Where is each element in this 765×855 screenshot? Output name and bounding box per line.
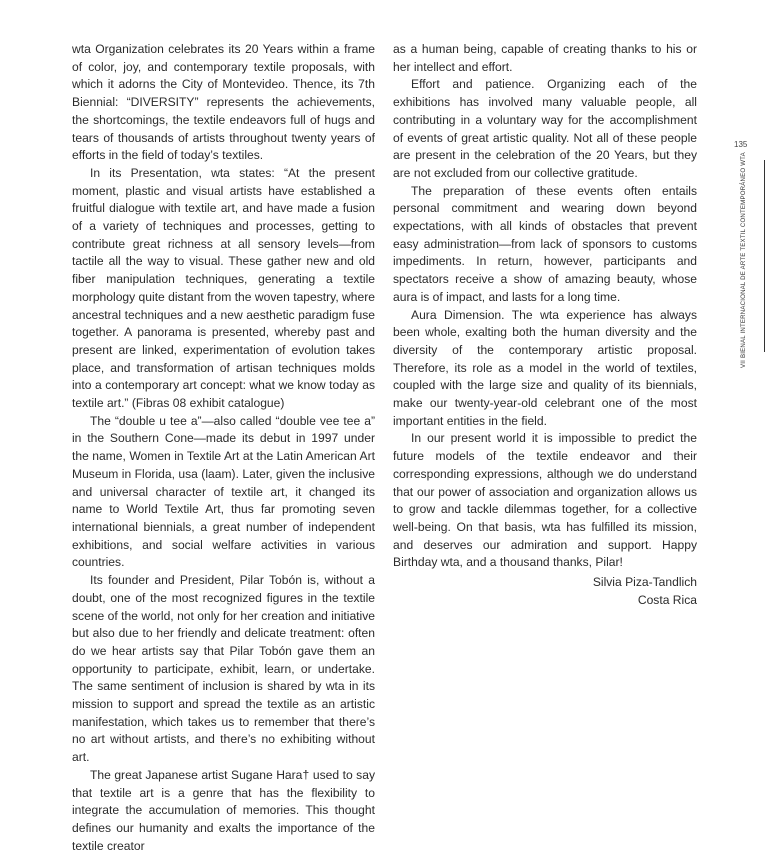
paragraph: In our present world it is impossible to predict the future models of the textile endeavor and their corresponding expressions, although we do understand that our power of association and organization allows us to grow and tackle dilemmas together, for a collective well-being. On that basis, wta has fulfilled its mission, and deserves our admiration and support. Happy Birthday wta, and a thousand thanks, Pilar! — [393, 431, 697, 570]
paragraph: In its Presentation, wta states: “At the present moment, plastic and visual artists have established a fruitful dialogue with textile art, and have made a fusion of a variety of techniques and processes, getting to contribute great richness at all sensory levels—from tactile all the way to visual. These gather new and old fiber manipulation techniques, generating a textile morphology quite distant from the woven tapestry, where ancestral techniques and a new aesthetic paradigm fuse together. A panorama is presented, whereby past and present are linked, experimentation of evolution takes place, and transformation of artisan techniques molds into a contemporary art concept: what we know today as textile art.” (Fibras 08 exhibit catalogue) — [72, 165, 375, 411]
paragraph: wta Organization celebrates its 20 Years within a frame of color, joy, and contemporary textile proposals, with which it adorns the City of Montevideo. Thence, its 7th Biennial: “DIVERSITY” represents the achievements, the shortcomings, the textile endeavors full of hugs and tears of thousands of artists throughout twenty years of efforts in the field of today’s textiles. — [72, 42, 375, 163]
left-text-column — [72, 41, 375, 855]
page-number: 135 — [734, 140, 748, 149]
paragraph: Its founder and President, Pilar Tobón is, without a doubt, one of the most recognized figures in the textile scene of the world, not only for her creation and initiative but also due to her friendly and delicate treatment: often do we hear artists say that Pilar Tobón gave them an opportunity to participate, exhibit, learn, or undertake. The same sentiment of inclusion is shared by wta in its mission to support and spread the textile as an artistic manifestation, which takes us to remember that there’s no art without artists, and there’s no exhibiting without art. — [72, 573, 375, 765]
paragraph: The great Japanese artist Sugane Hara† used to say that textile art is a genre that has the flexibility to integrate the accumulation of memories. This thought defines our humanity and exalts the importance of the textile creator — [72, 767, 375, 853]
author-name: Silvia Piza-Tandlich — [592, 575, 697, 589]
paragraph: The preparation of these events often entails personal commitment and wearing down beyond expectations, with all kinds of obstacles that prevent easy administration—from lack of sponsors to customs impediments. In return, however, participants and spectators receive a show of amazing beauty, whose aura is of impact, and lasts for a long time. — [393, 183, 697, 304]
running-title: VII BIENAL INTERNACIONAL DE ARTE TEXTIL CONTEMPORÁNEO WTA — [740, 152, 747, 368]
paragraph: as a human being, capable of creating thanks to his or her intellect and effort. — [393, 42, 697, 74]
author-country: Costa Rica — [637, 592, 697, 607]
paragraph: Effort and patience. Organizing each of the exhibitions has involved many valuable people, all contributing in a voluntary way for the accomplishment of events of great artistic quality. Not all of these people are present in the celebration of the 20 Years, but they are not excluded from our collective gratitude. — [393, 77, 697, 180]
paragraph: The “double u tee a”—also called “double vee tee a” in the Southern Cone—made its debut in 1997 under the name, Women in Textile Art at the Latin American Art Museum in Florida, usa (laam). Later, given the inclusive and universal character of textile art, it changed its name to World Textile Art, thus far promoting seven international biennials, a great number of independent exhibitions, and social welfare activities in various countries. — [72, 413, 375, 570]
right-text-column — [393, 41, 697, 572]
signature-block — [560, 574, 697, 609]
paragraph: Aura Dimension. The wta experience has always been whole, exalting both the human diversity and the diversity of the contemporary artistic proposal. Therefore, its role as a model in the world of textiles, coupled with the large size and quality of its biennials, make our twenty-year-old celebrant one of the most important entities in the field. — [393, 307, 697, 428]
